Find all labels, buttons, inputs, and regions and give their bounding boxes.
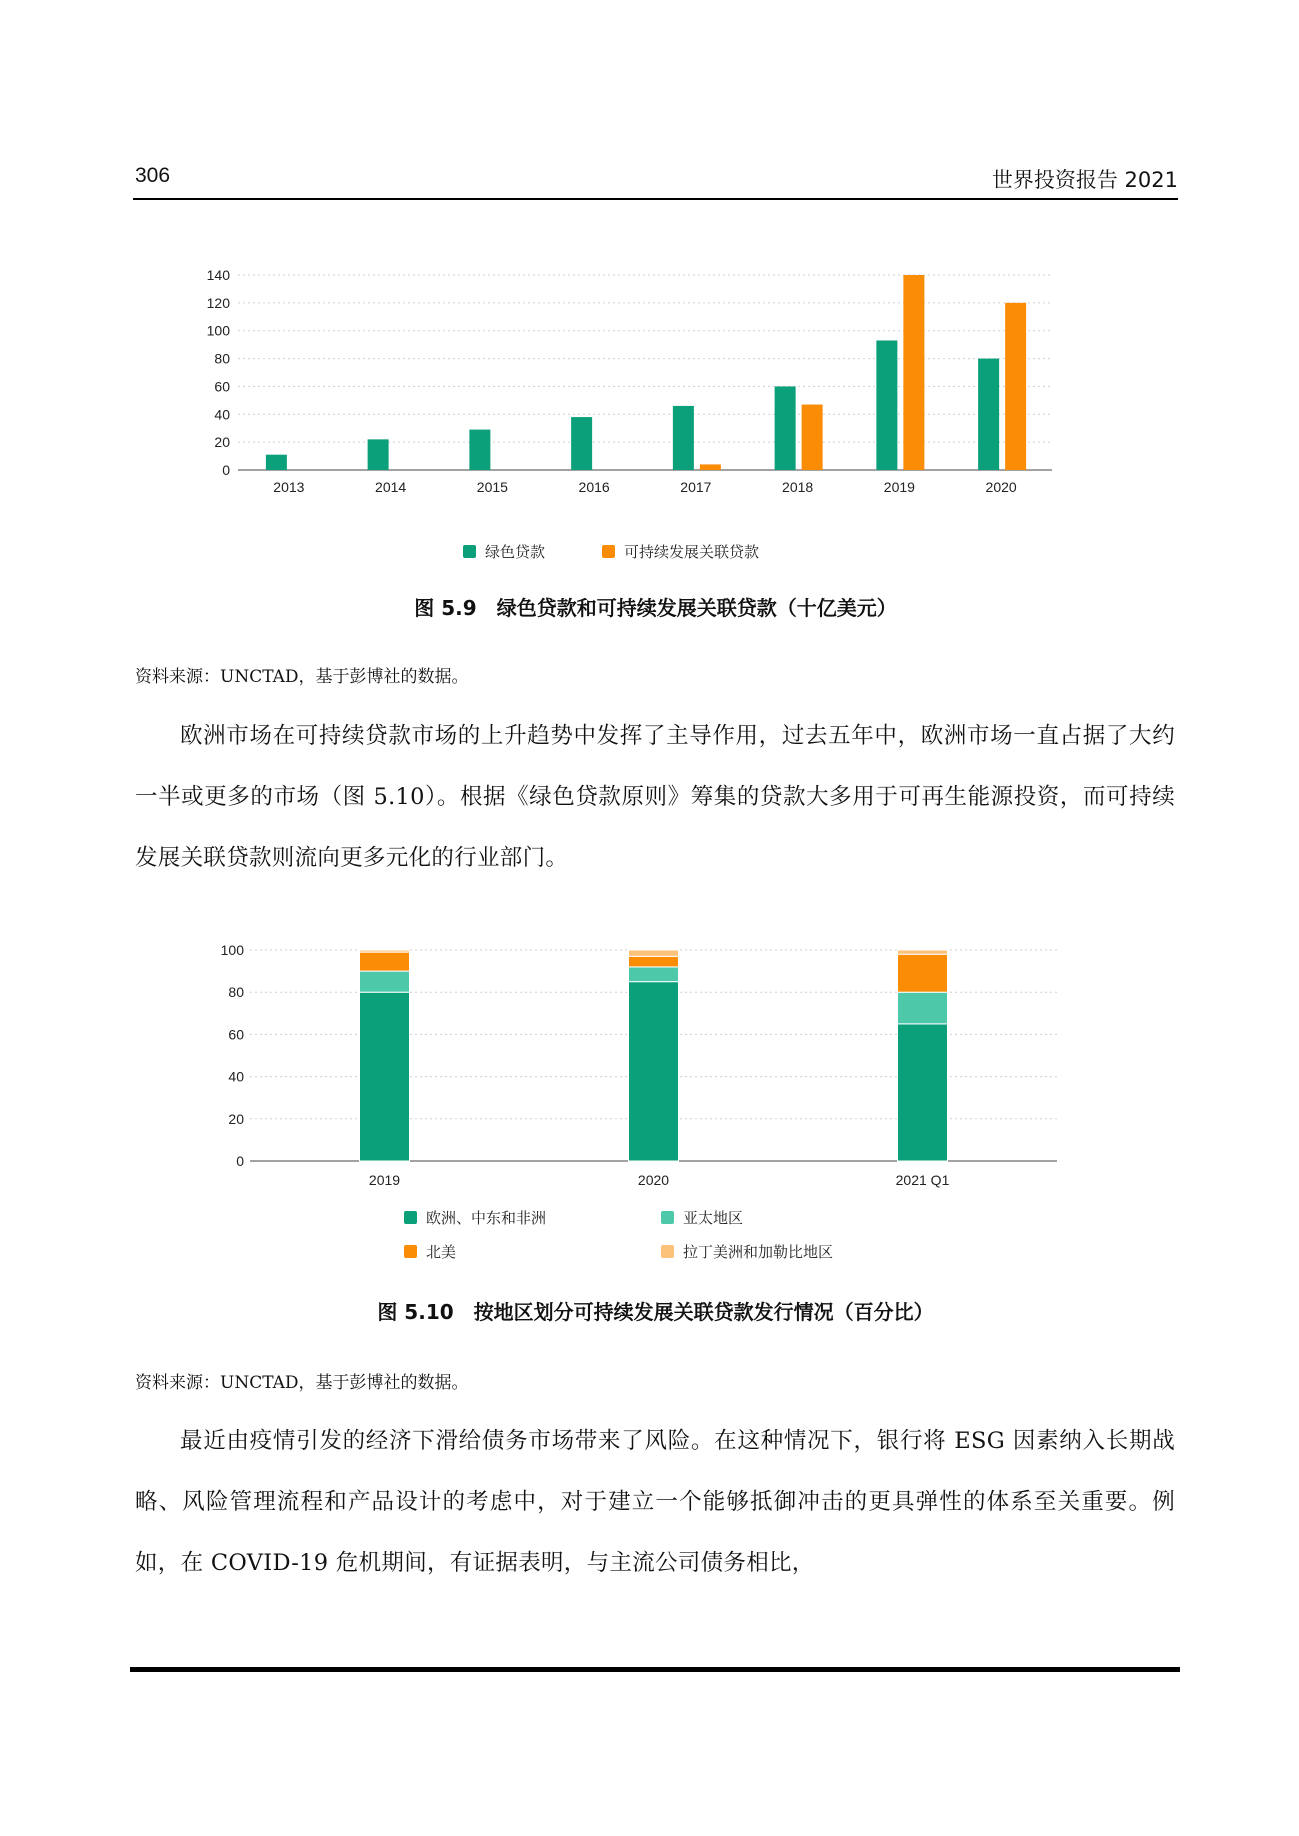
x-tick-label: 2020 (637, 1172, 670, 1188)
body-paragraph-1: 欧洲市场在可持续贷款市场的上升趋势中发挥了主导作用，过去五年中，欧洲市场一直占据了大约一半或更多的市场（图 5.10）。根据《绿色贷款原则》筹集的贷款大多用于可再生能源投资，而可持续发展关联贷款则流向更多元化的行业部门。 (135, 723, 1175, 871)
legend-swatch (404, 1245, 417, 1258)
figure-5-10-caption: 图 5.10 按地区划分可持续发展关联贷款发行情况（百分比） (377, 1300, 934, 1324)
y-tick-label: 80 (214, 350, 230, 367)
stack-segment-1-2019 (360, 971, 410, 992)
stack-segment-2-2019 (360, 952, 410, 971)
x-tick-label: 2019 (883, 479, 915, 495)
x-tick-label: 2016 (578, 479, 610, 495)
y-tick-label: 140 (206, 267, 230, 283)
stack-segment-3-2019 (360, 950, 410, 952)
stack-segment-0-2020 (629, 982, 679, 1161)
y-tick-label: 20 (214, 434, 230, 451)
legend-swatch (661, 1211, 674, 1224)
stack-segment-1-2021 Q1 (898, 992, 948, 1024)
stack-segment-1-2020 (629, 967, 679, 982)
y-tick-label: 60 (214, 378, 230, 395)
x-tick-label: 2017 (680, 479, 712, 495)
legend-label: 北美 (426, 1243, 457, 1261)
legend-label: 可持续发展关联贷款 (624, 543, 760, 561)
legend-swatch (661, 1245, 674, 1258)
page-number: 306 (135, 164, 171, 187)
y-tick-label: 40 (214, 406, 230, 423)
figure-5-10-source: 资料来源：UNCTAD，基于彭博社的数据。 (135, 1373, 469, 1393)
y-tick-label: 0 (236, 1153, 244, 1169)
x-tick-label: 2021 Q1 (895, 1172, 950, 1188)
figure-5-9-caption: 图 5.9 绿色贷款和可持续发展关联贷款（十亿美元） (414, 596, 897, 620)
figure-5-9-source: 资料来源：UNCTAD，基于彭博社的数据。 (135, 667, 469, 687)
x-tick-label: 2020 (985, 479, 1017, 495)
y-tick-label: 20 (228, 1110, 244, 1127)
x-tick-label: 2015 (476, 479, 508, 495)
legend-label: 绿色贷款 (485, 543, 546, 561)
footer-rule (130, 1667, 1180, 1672)
stack-segment-0-2019 (360, 992, 410, 1161)
x-tick-label: 2018 (782, 479, 814, 495)
stack-segment-3-2021 Q1 (898, 950, 948, 954)
x-tick-label: 2014 (375, 479, 407, 495)
legend-swatch (404, 1211, 417, 1224)
stack-segment-2-2020 (629, 956, 679, 967)
y-tick-label: 100 (220, 942, 244, 958)
legend-item-emea (404, 1207, 546, 1228)
y-tick-label: 100 (206, 322, 230, 339)
running-title: 世界投资报告 2021 (991, 168, 1178, 192)
legend-item-asia-pacific (661, 1207, 743, 1228)
x-tick-label: 2019 (368, 1172, 401, 1188)
x-tick-label: 2013 (273, 479, 305, 495)
y-tick-label: 40 (228, 1068, 244, 1085)
body-paragraph-2: 最近由疫情引发的经济下滑给债务市场带来了风险。在这种情况下，银行将 ESG 因素纳入长期战略、风险管理流程和产品设计的考虑中，对于建立一个能够抵御冲击的更具弹性的体系至关重要。例如，在 COVID-19 危机期间，有证据表明，与主流公司债务相比， (135, 1428, 1175, 1576)
legend-label: 亚太地区 (683, 1209, 744, 1227)
legend-item-north-america (404, 1241, 456, 1262)
stack-segment-2-2021 Q1 (898, 954, 948, 992)
y-tick-label: 60 (228, 1026, 244, 1043)
stack-segment-0-2021 Q1 (898, 1024, 948, 1161)
stack-segment-3-2020 (629, 950, 679, 956)
legend-item-latin-america (661, 1241, 833, 1262)
y-tick-label: 80 (228, 984, 244, 1001)
legend-label: 欧洲、中东和非洲 (426, 1209, 547, 1227)
y-tick-label: 0 (222, 462, 230, 478)
y-tick-label: 120 (206, 294, 230, 311)
legend-label: 拉丁美洲和加勒比地区 (683, 1243, 834, 1261)
